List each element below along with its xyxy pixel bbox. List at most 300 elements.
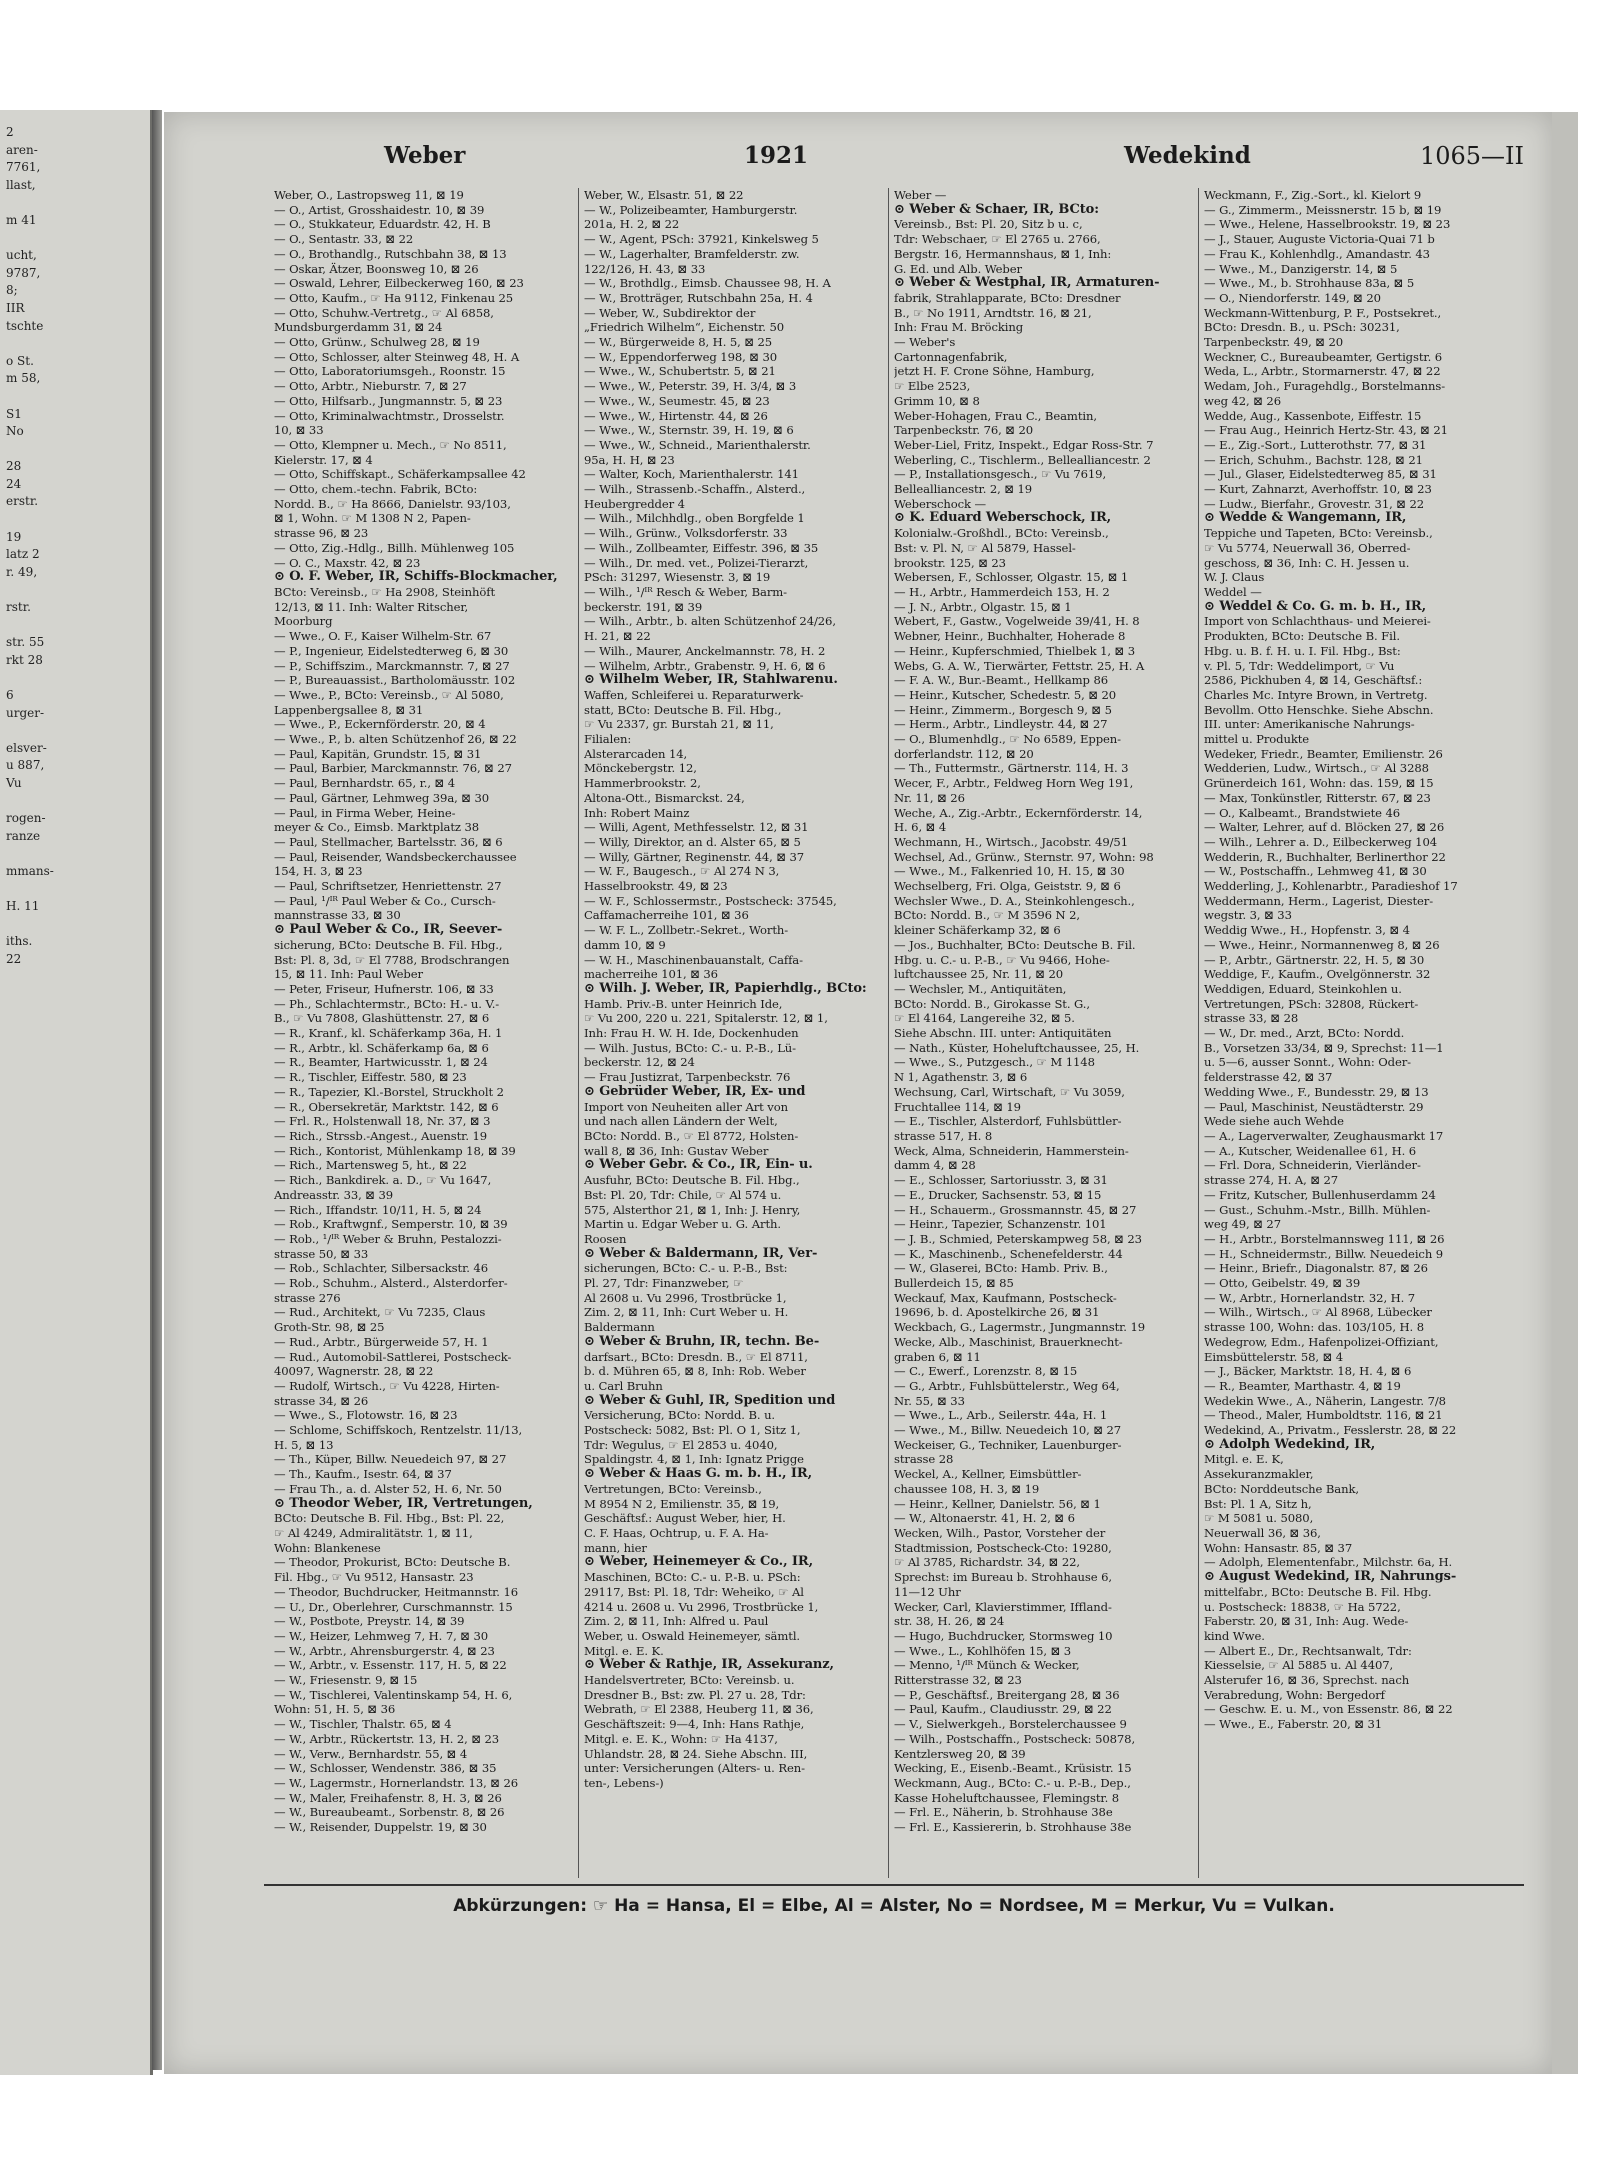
- directory-entry-line: — H., Schauerm., Grossmannstr. 45, ⊠ 27: [894, 1202, 1137, 1217]
- previous-page-fragment: 9787,: [6, 265, 41, 280]
- directory-entry-line: Mundsburgerdamm 31, ⊠ 24: [274, 320, 443, 335]
- directory-entry-line: — W. F. L., Zollbetr.-Sekret., Worth-: [584, 923, 789, 938]
- directory-entry-line: ☞ Elbe 2523,: [894, 379, 971, 394]
- directory-entry-line: — W., Verw., Bernhardstr. 55, ⊠ 4: [274, 1746, 468, 1761]
- directory-entry-line: — Otto, Schuhw.-Vertretg., ☞ Al 6858,: [274, 305, 494, 320]
- directory-entry-line: Mitgl. e. E. K.: [584, 1643, 664, 1658]
- directory-entry-line: ⊙ Wilh. J. Weber, IR, Papierhdlg., BCto:: [584, 981, 867, 996]
- directory-entry-line: ⊙ Weber & Rathje, IR, Assekuranz,: [584, 1658, 834, 1673]
- directory-entry-line: — Nath., Küster, Hoheluftchaussee, 25, H.: [894, 1040, 1140, 1055]
- previous-page-fragment: rkt 28: [6, 652, 43, 667]
- directory-entry-line: ⊙ Adolph Wedekind, IR,: [1204, 1437, 1376, 1452]
- directory-entry-line: Moorburg: [274, 614, 333, 629]
- directory-entry-line: — Heinr., Kupferschmied, Thielbek 1, ⊠ 3: [894, 643, 1135, 658]
- directory-entry-line: — E., Drucker, Sachsenstr. 53, ⊠ 15: [894, 1187, 1102, 1202]
- directory-entry-line: ⊙ Weber & Bruhn, IR, techn. Be-: [584, 1334, 820, 1349]
- directory-entry-line: — Wwe., L., Kohlhöfen 15, ⊠ 3: [894, 1643, 1072, 1658]
- directory-entry-line: — Paul, Barbier, Marckmannstr. 76, ⊠ 27: [274, 761, 512, 776]
- directory-entry-line: BCto: Dresdn. B., u. PSch: 30231,: [1204, 320, 1400, 335]
- directory-entry-line: 10, ⊠ 33: [274, 423, 324, 438]
- directory-entry-line: — Wwe., Helene, Hasselbrookstr. 19, ⊠ 23: [1204, 217, 1451, 232]
- directory-entry-line: — W., Dr. med., Arzt, BCto: Nordd.: [1204, 1026, 1405, 1041]
- directory-entry-line: Wecker, Carl, Klavierstimmer, Iffland-: [894, 1599, 1112, 1614]
- directory-entry-line: Fruchtallee 114, ⊠ 19: [894, 1099, 1021, 1114]
- directory-entry-line: — Wwe., W., Schubertstr. 5, ⊠ 21: [584, 364, 776, 379]
- previous-page-fragment: 7761,: [6, 160, 41, 175]
- directory-entry-line: statt, BCto: Deutsche B. Fil. Hbg.,: [584, 702, 782, 717]
- directory-entry-line: B., ☞ Vu 7808, Glashüttenstr. 27, ⊠ 6: [274, 1011, 490, 1026]
- directory-entry-line: Webert, F., Gastw., Vogelweide 39/41, H. 8: [894, 614, 1140, 629]
- directory-entry-line: — Wwe., S., Putzgesch., ☞ M 1148: [894, 1055, 1095, 1070]
- directory-entry-line: PSch: 31297, Wiesenstr. 3, ⊠ 19: [584, 570, 771, 585]
- directory-entry-line: Andreasstr. 33, ⊠ 39: [274, 1187, 394, 1202]
- directory-entry-line: — Gust., Schuhm.-Mstr., Billh. Mühlen-: [1204, 1202, 1431, 1217]
- directory-entry-line: — Wwe., O. F., Kaiser Wilhelm-Str. 67: [274, 629, 492, 644]
- directory-entry-line: — P., Arbtr., Gärtnerstr. 22, H. 5, ⊠ 30: [1204, 952, 1425, 967]
- directory-entry-line: Hammerbrookstr. 2,: [584, 776, 701, 791]
- directory-entry-line: Uhlandstr. 28, ⊠ 24. Siehe Abschn. III,: [584, 1746, 808, 1761]
- directory-entry-line: u. Postscheck: 18838, ☞ Ha 5722,: [1204, 1599, 1401, 1614]
- previous-page-fragment: elsver-: [6, 740, 47, 755]
- directory-entry-line: — Otto, Grünw., Schulweg 28, ⊠ 19: [274, 335, 480, 350]
- directory-entry-line: — G., Arbtr., Fuhlsbüttelerstr., Weg 64,: [894, 1378, 1120, 1393]
- previous-page-fragment: mmans-: [6, 863, 54, 878]
- previous-page-fragment: 6: [6, 688, 14, 702]
- directory-entry-line: Weddel —: [1204, 584, 1262, 599]
- directory-entry-line: — J., Bäcker, Marktstr. 18, H. 4, ⊠ 6: [1204, 1364, 1412, 1379]
- directory-entry-line: Wecking, E., Eisenb.-Beamt., Krüsistr. 15: [894, 1761, 1132, 1776]
- directory-entry-line: Mitgl. e. E. K,: [1204, 1452, 1284, 1467]
- column-divider: [888, 188, 889, 1878]
- directory-entry-line: Filialen:: [584, 732, 632, 747]
- directory-entry-line: Sprechst: im Bureau b. Strohhause 6,: [894, 1570, 1112, 1585]
- directory-entry-line: — Wwe., M., Billw. Neuedeich 10, ⊠ 27: [894, 1423, 1122, 1438]
- directory-entry-line: Versicherung, BCto: Nordd. B. u.: [584, 1408, 776, 1423]
- previous-page-fragment: Vu: [6, 775, 22, 790]
- previous-page-fragment: urger-: [6, 705, 45, 720]
- directory-entry-line: C. F. Haas, Ochtrup, u. F. A. Ha-: [584, 1525, 769, 1540]
- book-spine: [152, 110, 162, 2070]
- previous-page-fragment: llast,: [6, 177, 36, 192]
- directory-entry-line: H. 6, ⊠ 4: [894, 820, 947, 835]
- directory-entry-line: Weber, O., Lastropsweg 11, ⊠ 19: [274, 188, 464, 202]
- directory-entry-line: BCto: Norddeutsche Bank,: [1204, 1481, 1359, 1496]
- directory-entry-line: — Paul, Gärtner, Lehmweg 39a, ⊠ 30: [274, 790, 490, 805]
- previous-page-fragments: [0, 110, 150, 969]
- directory-entry-line: Mitgl. e. E. K., Wohn: ☞ Ha 4137,: [584, 1731, 778, 1746]
- previous-page-fragment: [6, 335, 150, 353]
- directory-entry-line: — Rich., Bankdirek. a. D., ☞ Vu 1647,: [274, 1173, 492, 1188]
- directory-entry-line: N 1, Agathenstr. 3, ⊠ 6: [894, 1070, 1028, 1085]
- directory-entry-line: — W., Friesenstr. 9, ⊠ 15: [274, 1673, 418, 1688]
- directory-entry-line: strasse 100, Wohn: das. 103/105, H. 8: [1204, 1320, 1424, 1335]
- previous-page-fragment: [6, 722, 150, 740]
- directory-entry-line: Weber-Liel, Fritz, Inspekt., Edgar Ross-Str. 7: [894, 437, 1154, 452]
- directory-entry-line: Webrath, ☞ El 2388, Heuberg 11, ⊠ 36,: [584, 1702, 814, 1717]
- directory-entry-line: Wecke, Alb., Maschinist, Brauerknecht-: [894, 1334, 1123, 1349]
- directory-entry-line: Weche, A., Zig.-Arbtr., Eckernförderstr. 14,: [894, 805, 1143, 820]
- directory-entry-line: — W., Arbtr., Rückertstr. 13, H. 2, ⊠ 23: [274, 1731, 500, 1746]
- directory-entry-line: — W., Heizer, Lehmweg 7, H. 7, ⊠ 30: [274, 1628, 489, 1643]
- directory-entry-line: Bellealliancestr. 2, ⊠ 19: [894, 482, 1033, 497]
- directory-entry-line: sicherung, BCto: Deutsche B. Fil. Hbg.,: [274, 937, 503, 952]
- directory-entry-line: Weddermann, Herm., Lagerist, Diester-: [1204, 893, 1434, 908]
- directory-entry-line: — O., Niendorferstr. 149, ⊠ 20: [1204, 290, 1381, 305]
- directory-entry-line: Wecer, F., Arbtr., Feldweg Horn Weg 191,: [894, 776, 1134, 791]
- directory-entry-line: — Wwe., M., Danzigerstr. 14, ⊠ 5: [1204, 261, 1398, 276]
- directory-entry-line: Stadtmission, Postscheck-Cto: 19280,: [894, 1540, 1112, 1555]
- previous-page-fragment: r. 49,: [6, 564, 38, 579]
- directory-entry-line: Bst: Pl. 20, Tdr: Chile, ☞ Al 574 u.: [584, 1187, 782, 1202]
- directory-entry-line: Weber —: [894, 188, 947, 202]
- directory-entry-line: — Otto, Zig.-Hdlg., Billh. Mühlenweg 105: [274, 540, 515, 555]
- directory-entry-line: Weckmann, F., Zig.-Sort., kl. Kielort 9: [1204, 188, 1422, 202]
- directory-entry-line: Weberschock —: [894, 496, 987, 511]
- directory-entry-line: Weber-Hohagen, Frau C., Beamtin,: [894, 408, 1097, 423]
- directory-entry-line: — G., Zimmerm., Meissnerstr. 15 b, ⊠ 19: [1204, 202, 1442, 217]
- directory-entry-line: — R., Kranf., kl. Schäferkamp 36a, H. 1: [274, 1026, 503, 1041]
- directory-entry-line: Weckbach, G., Lagermstr., Jungmannstr. 19: [894, 1320, 1146, 1335]
- directory-entry-line: strasse 96, ⊠ 23: [274, 526, 369, 541]
- directory-entry-line: — F. A. W., Bur.-Beamt., Hellkamp 86: [894, 673, 1109, 688]
- directory-entry-line: — Otto, Kaufm., ☞ Ha 9112, Finkenau 25: [274, 290, 514, 305]
- directory-entry-line: 154, H. 3, ⊠ 23: [274, 864, 363, 879]
- directory-entry-line: und nach allen Ländern der Welt,: [584, 1114, 778, 1129]
- directory-entry-line: Eimsbüttelerstr. 58, ⊠ 4: [1204, 1349, 1344, 1364]
- page-edge-right: [1552, 112, 1578, 2074]
- directory-entry-line: Wedderling, J., Kohlenarbtr., Paradieshof 17: [1204, 879, 1458, 894]
- directory-entry-line: sicherungen, BCto: C.- u. P.-B., Bst:: [584, 1261, 788, 1276]
- directory-entry-line: ⊙ Weber Gebr. & Co., IR, Ein- u.: [584, 1158, 813, 1173]
- directory-entry-line: — W., Eppendorferweg 198, ⊠ 30: [584, 349, 778, 364]
- directory-entry-line: — R., Beamter, Marthastr. 4, ⊠ 19: [1204, 1378, 1401, 1393]
- directory-entry-line: meyer & Co., Eimsb. Marktplatz 38: [274, 820, 480, 835]
- directory-entry-line: Weckmann-Wittenburg, P. F., Postsekret.,: [1204, 305, 1442, 320]
- directory-entry-line: Geschäftsf.: August Weber, hier, H.: [584, 1511, 786, 1526]
- directory-entry-line: wall 8, ⊠ 36, Inh: Gustav Weber: [584, 1143, 769, 1158]
- directory-entry-line: Import von Schlachthaus- und Meierei-: [1204, 614, 1431, 629]
- directory-entry-line: — Rob., Schuhm., Alsterd., Alsterdorfer-: [274, 1276, 508, 1291]
- directory-entry-line: 11—12 Uhr: [894, 1584, 961, 1599]
- directory-entry-line: 29117, Bst: Pl. 18, Tdr: Weheiko, ☞ Al: [584, 1584, 804, 1599]
- directory-entry-line: Zim. 2, ⊠ 11, Inh: Alfred u. Paul: [584, 1614, 769, 1629]
- directory-entry-line: — Rud., Arbtr., Bürgerweide 57, H. 1: [274, 1334, 489, 1349]
- directory-entry-line: — Heinr., Briefr., Diagonalstr. 87, ⊠ 26: [1204, 1261, 1428, 1276]
- directory-entry-line: — Th., Kaufm., Isestr. 64, ⊠ 37: [274, 1467, 452, 1482]
- previous-page-fragment: str. 55: [6, 635, 45, 650]
- directory-entry-line: BCto: Nordd. B., ☞ M 3596 N 2,: [894, 908, 1081, 923]
- directory-entry-line: v. Pl. 5, Tdr: Weddelimport, ☞ Vu: [1204, 658, 1395, 673]
- directory-entry-line: — Heinr., Tapezier, Schanzenstr. 101: [894, 1217, 1107, 1232]
- directory-entry-line: — W. F., Schlossermstr., Postscheck: 37545,: [584, 893, 837, 908]
- directory-entry-line: ⊙ K. Eduard Weberschock, IR,: [894, 511, 1112, 526]
- directory-entry-line: Teppiche und Tapeten, BCto: Vereinsb.,: [1204, 526, 1433, 541]
- directory-entry-line: — Otto, Klempner u. Mech., ☞ No 8511,: [274, 437, 507, 452]
- directory-entry-line: ⊙ Weddel & Co. G. m. b. H., IR,: [1204, 599, 1427, 614]
- directory-entry-line: u. 5—6, ausser Sonnt., Wohn: Oder-: [1204, 1055, 1411, 1070]
- directory-entry-line: strasse 33, ⊠ 28: [1204, 1011, 1299, 1026]
- directory-entry-line: — Heinr., Zimmerm., Borgesch 9, ⊠ 5: [894, 702, 1112, 717]
- directory-entry-line: 12/13, ⊠ 11. Inh: Walter Ritscher,: [274, 599, 469, 614]
- directory-entry-line: — Willy, Direktor, an d. Alster 65, ⊠ 5: [584, 834, 801, 849]
- previous-page-fragment: No: [6, 424, 24, 439]
- directory-entry-line: — W., Polizeibeamter, Hamburgerstr.: [584, 202, 798, 217]
- directory-entry-line: — Max, Tonkünstler, Ritterstr. 67, ⊠ 23: [1204, 790, 1431, 805]
- directory-entry-line: Kolonialw.-Großhdl., BCto: Vereinsb.,: [894, 526, 1109, 541]
- directory-entry-line: M 8954 N 2, Emilienstr. 35, ⊠ 19,: [584, 1496, 780, 1511]
- directory-entry-line: — P., Bureauassist., Bartholomäusstr. 102: [274, 673, 516, 688]
- previous-page-fragment: tschte: [6, 318, 44, 333]
- directory-entry-line: Weber, W., Elsastr. 51, ⊠ 22: [584, 188, 744, 202]
- directory-entry-line: strasse 276: [274, 1290, 341, 1305]
- previous-page-fragment: rstr.: [6, 600, 31, 615]
- directory-entry-line: ⊙ Wilhelm Weber, IR, Stahlwarenu.: [584, 673, 838, 688]
- directory-entry-line: ⊙ Weber & Guhl, IR, Spedition und: [584, 1393, 836, 1408]
- directory-entry-line: Zim. 2, ⊠ 11, Inh: Curt Weber u. H.: [584, 1305, 789, 1320]
- header-year: 1921: [744, 142, 809, 169]
- directory-entry-line: damm 4, ⊠ 28: [894, 1158, 976, 1173]
- previous-page-fragment: iths.: [6, 934, 33, 949]
- directory-entry-line: — Ludw., Bierfahr., Grovestr. 31, ⊠ 22: [1204, 496, 1425, 511]
- directory-entry-line: Postscheck: 5082, Bst: Pl. O 1, Sitz 1,: [584, 1423, 801, 1438]
- directory-entry-line: — Wwe., L., Arb., Seilerstr. 44a, H. 1: [894, 1408, 1108, 1423]
- directory-entry-line: Charles Mc. Intyre Brown, in Vertretg.: [1204, 687, 1428, 702]
- directory-entry-line: — R., Arbtr., kl. Schäferkamp 6a, ⊠ 6: [274, 1040, 489, 1055]
- directory-entry-line: — P., Ingenieur, Eidelstedterweg 6, ⊠ 30: [274, 643, 509, 658]
- directory-entry-line: ☞ Vu 2337, gr. Burstah 21, ⊠ 11,: [584, 717, 774, 732]
- directory-entry-line: Assekuranzmakler,: [1204, 1467, 1314, 1482]
- directory-entry-line: Roosen: [584, 1231, 627, 1246]
- directory-entry-line: 15, ⊠ 11. Inh: Paul Weber: [274, 967, 423, 982]
- directory-entry-line: — Otto, Kriminalwachtmstr., Drosselstr.: [274, 408, 505, 423]
- directory-entry-line: Caffamacherreihe 101, ⊠ 36: [584, 908, 749, 923]
- directory-entry-line: — W., Tischler, Thalstr. 65, ⊠ 4: [274, 1717, 452, 1732]
- directory-entry-line: Weddig Wwe., H., Hopfenstr. 3, ⊠ 4: [1204, 923, 1410, 938]
- directory-entry-line: Bst: Pl. 8, 3d, ☞ El 7788, Brodschrangen: [274, 952, 510, 967]
- directory-entry-line: Wohn: Blankenese: [274, 1540, 381, 1555]
- directory-entry-line: — Wwe., M., Falkenried 10, H. 15, ⊠ 30: [894, 864, 1125, 879]
- directory-entry-line: b. d. Mühren 65, ⊠ 8, Inh: Rob. Weber: [584, 1364, 806, 1379]
- directory-entry-line: — O. C., Maxstr. 42, ⊠ 23: [274, 555, 421, 570]
- directory-entry-line: — Wilh., Dr. med. vet., Polizei-Tierarzt,: [584, 555, 809, 570]
- directory-entry-line: — P., Installationsgesch., ☞ Vu 7619,: [894, 467, 1107, 482]
- directory-entry-line: 40097, Wagnerstr. 28, ⊠ 22: [274, 1364, 434, 1379]
- directory-entry-line: jetzt H. F. Crone Söhne, Hamburg,: [894, 364, 1095, 379]
- directory-entry-line: — O., Artist, Grosshaidestr. 10, ⊠ 39: [274, 202, 485, 217]
- running-header: [264, 142, 1524, 172]
- directory-entry-line: — W., Arbtr., Ahrensburgerstr. 4, ⊠ 23: [274, 1643, 495, 1658]
- directory-entry-line: — H., Schneidermstr., Billw. Neuedeich 9: [1204, 1246, 1444, 1261]
- previous-page-fragment: 28: [6, 459, 22, 474]
- directory-entry-line: strasse 274, H. A, ⊠ 27: [1204, 1173, 1339, 1188]
- directory-entry-line: — Wwe., M., b. Strohhause 83a, ⊠ 5: [1204, 276, 1415, 291]
- directory-entry-line: ⊙ Weber & Westphal, IR, Armaturen-: [894, 276, 1160, 291]
- directory-entry-line: beckerstr. 191, ⊠ 39: [584, 599, 703, 614]
- directory-entry-line: Kiesselsie, ☞ Al 5885 u. Al 4407,: [1204, 1658, 1394, 1673]
- directory-entry-line: — Wwe., P., Eckernförderstr. 20, ⊠ 4: [274, 717, 486, 732]
- directory-entry-line: — Wilh., Maurer, Anckelmannstr. 78, H. 2: [584, 643, 826, 658]
- directory-entry-line: ⊙ Weber & Schaer, IR, BCto:: [894, 202, 1099, 217]
- directory-entry-line: — Paul, Stellmacher, Bartelsstr. 36, ⊠ 6: [274, 834, 503, 849]
- directory-entry-line: Al 2608 u. Vu 2996, Trostbrücke 1,: [584, 1290, 787, 1305]
- previous-page-fragment: rogen-: [6, 811, 46, 826]
- directory-entry-line: — Willy, Gärtner, Reginenstr. 44, ⊠ 37: [584, 849, 805, 864]
- previous-page-fragment: 24: [6, 476, 22, 491]
- directory-entry-line: Altona-Ott., Bismarckst. 24,: [584, 790, 745, 805]
- directory-entry-line: — Wwe., W., Seumestr. 45, ⊠ 23: [584, 393, 770, 408]
- previous-page-fragment: [6, 793, 150, 811]
- directory-entry-line: Hamb. Priv.-B. unter Heinrich Ide,: [584, 996, 783, 1011]
- directory-entry-line: — C., Ewerf., Lorenzstr. 8, ⊠ 15: [894, 1364, 1078, 1379]
- directory-entry-line: — Paul, ¹/ᴵᴿ Paul Weber & Co., Cursch-: [274, 893, 496, 908]
- directory-entry-line: — R., Beamter, Hartwicusstr. 1, ⊠ 24: [274, 1055, 488, 1070]
- previous-page-fragment: m 41: [6, 212, 37, 227]
- previous-page-fragment: latz 2: [6, 547, 40, 562]
- directory-entry-line: — Frau Th., a. d. Alster 52, H. 6, Nr. 50: [274, 1481, 502, 1496]
- directory-entry-line: — W. F., Baugesch., ☞ Al 274 N 3,: [584, 864, 780, 879]
- directory-entry-line: — Menno, ¹/ᴵᴿ Münch & Wecker,: [894, 1658, 1080, 1673]
- directory-entry-line: — W., Postschaffn., Lehmweg 41, ⊠ 30: [1204, 864, 1427, 879]
- directory-entry-line: — Wwe., W., Sternstr. 39, H. 19, ⊠ 6: [584, 423, 794, 438]
- directory-entry-line: — Paul, Schriftsetzer, Henriettenstr. 27: [274, 879, 502, 894]
- directory-entry-line: — W., Lagerhalter, Bramfelderstr. zw.: [584, 246, 800, 261]
- directory-entry-line: Weddigen, Eduard, Steinkohlen u.: [1204, 981, 1402, 996]
- directory-entry-line: — U., Dr., Oberlehrer, Curschmannstr. 15: [274, 1599, 513, 1614]
- directory-entry-line: Kielerstr. 17, ⊠ 4: [274, 452, 373, 467]
- directory-entry-line: Bullerdeich 15, ⊠ 85: [894, 1276, 1014, 1291]
- directory-entry-line: — Rob., Kraftwgnf., Semperstr. 10, ⊠ 39: [274, 1217, 508, 1232]
- directory-entry-line: Faberstr. 20, ⊠ 31, Inh: Aug. Wede-: [1204, 1614, 1409, 1629]
- directory-entry-line: Wedam, Joh., Furagehdlg., Borstelmanns-: [1204, 379, 1446, 394]
- directory-entry-line: — Heinr., Kellner, Danielstr. 56, ⊠ 1: [894, 1496, 1101, 1511]
- directory-entry-line: — W., Tischlerei, Valentinskamp 54, H. 6,: [274, 1687, 513, 1702]
- directory-entry-line: — Wwe., P., b. alten Schützenhof 26, ⊠ 22: [274, 732, 517, 747]
- directory-entry-line: 2586, Pickhuben 4, ⊠ 14, Geschäftsf.:: [1204, 673, 1423, 688]
- directory-entry-line: — Erich, Schuhm., Bachstr. 128, ⊠ 21: [1204, 452, 1423, 467]
- directory-entry-line: — Otto, Schlosser, alter Steinweg 48, H. A: [274, 349, 520, 364]
- directory-entry-line: — W., Schlosser, Wendenstr. 386, ⊠ 35: [274, 1761, 497, 1776]
- directory-entry-line: — Jul., Glaser, Eidelstedterweg 85, ⊠ 31: [1204, 467, 1437, 482]
- directory-entry-line: graben 6, ⊠ 11: [894, 1349, 981, 1364]
- header-first-name: Weber: [384, 142, 466, 169]
- directory-entry-line: strasse 50, ⊠ 33: [274, 1246, 369, 1261]
- previous-page-fragment: [6, 845, 150, 863]
- directory-entry-line: ☞ Vu 200, 220 u. 221, Spitalerstr. 12, ⊠ 1,: [584, 1011, 828, 1026]
- directory-entry-line: Inh: Frau H. W. H. Ide, Dockenhuden: [584, 1026, 799, 1041]
- directory-entry-line: mann, hier: [584, 1540, 647, 1555]
- directory-entry-line: Weckner, C., Bureaubeamter, Gertigstr. 6: [1204, 349, 1443, 364]
- directory-entry-line: — Hugo, Buchdrucker, Stormsweg 10: [894, 1628, 1113, 1643]
- column-divider: [1198, 188, 1199, 1878]
- previous-page-fragment: o St.: [6, 353, 34, 368]
- directory-entry-line: Wedderin, R., Buchhalter, Berlinerthor 22: [1204, 849, 1446, 864]
- directory-entry-line: — Rich., Iffandstr. 10/11, H. 5, ⊠ 24: [274, 1202, 482, 1217]
- directory-entry-line: ten-, Lebens-): [584, 1775, 664, 1790]
- previous-page-fragment: 19: [6, 529, 22, 544]
- directory-entry-line: macherreihe 101, ⊠ 36: [584, 967, 718, 982]
- previous-page-fragment: ucht,: [6, 248, 37, 263]
- directory-entry-line: Kasse Hoheluftchaussee, Flemingstr. 8: [894, 1790, 1120, 1805]
- directory-entry-line: Siehe Abschn. III. unter: Antiquitäten: [894, 1026, 1112, 1041]
- directory-column-3: [894, 188, 1192, 1878]
- directory-entry-line: ⊙ Theodor Weber, IR, Vertretungen,: [274, 1496, 533, 1511]
- directory-entry-line: Waffen, Schleiferei u. Reparaturwerk-: [584, 687, 804, 702]
- directory-entry-line: — Rob., Schlachter, Silbersackstr. 46: [274, 1261, 488, 1276]
- directory-entry-line: — Paul, Kapitän, Grundstr. 15, ⊠ 31: [274, 746, 482, 761]
- directory-entry-line: — O., Sentastr. 33, ⊠ 22: [274, 232, 414, 247]
- directory-entry-line: Geschäftszeit: 9—4, Inh: Hans Rathje,: [584, 1717, 805, 1732]
- directory-entry-line: Vertretungen, PSch: 32808, Rückert-: [1204, 996, 1419, 1011]
- directory-entry-line: Hasselbrookstr. 49, ⊠ 23: [584, 879, 728, 894]
- directory-entry-line: — Wwe., P., BCto: Vereinsb., ☞ Al 5080,: [274, 687, 504, 702]
- directory-entry-line: — Wilh., ¹/ᴵᴿ Resch & Weber, Barm-: [584, 584, 787, 599]
- directory-entry-line: — W., Brotträger, Rutschbahn 25a, H. 4: [584, 290, 813, 305]
- directory-entry-line: weg 42, ⊠ 26: [1204, 393, 1281, 408]
- directory-entry-line: felderstrasse 42, ⊠ 37: [1204, 1070, 1333, 1085]
- directory-entry-line: Weck, Alma, Schneiderin, Hammerstein-: [894, 1143, 1129, 1158]
- previous-page-fragment: S1: [6, 406, 22, 421]
- directory-entry-line: Wechsler Wwe., D. A., Steinkohlengesch.,: [894, 893, 1135, 908]
- directory-entry-line: — W., Agent, PSch: 37921, Kinkelsweg 5: [584, 232, 819, 247]
- directory-entry-line: — Otto, Geibelstr. 49, ⊠ 39: [1204, 1276, 1361, 1291]
- directory-entry-line: — Adolph, Elementenfabr., Milchstr. 6a, H.: [1204, 1555, 1453, 1570]
- directory-entry-line: Groth-Str. 98, ⊠ 25: [274, 1320, 385, 1335]
- directory-entry-line: — Ph., Schlachtermstr., BCto: H.- u. V.-: [274, 996, 500, 1011]
- directory-entry-line: Webs, G. A. W., Tierwärter, Fettstr. 25, H. A: [894, 658, 1145, 673]
- directory-entry-line: BCto: Nordd. B., Girokasse St. G.,: [894, 996, 1090, 1011]
- directory-entry-line: — Wwe., W., Peterstr. 39, H. 3/4, ⊠ 3: [584, 379, 797, 394]
- directory-entry-line: — Wwe., S., Flotowstr. 16, ⊠ 23: [274, 1408, 458, 1423]
- directory-entry-line: — Paul, Maschinist, Neustädterstr. 29: [1204, 1099, 1424, 1114]
- directory-entry-line: — Rich., Strssb.-Angest., Auenstr. 19: [274, 1129, 488, 1143]
- directory-entry-line: — Walter, Lehrer, auf d. Blöcken 27, ⊠ 26: [1204, 820, 1445, 835]
- directory-entry-line: ⊙ Gebrüder Weber, IR, Ex- und: [584, 1084, 806, 1099]
- directory-entry-line: — O., Brothandlg., Rutschbahn 38, ⊠ 13: [274, 246, 507, 261]
- directory-entry-line: 575, Alsterthor 21, ⊠ 1, Inh: J. Henry,: [584, 1202, 801, 1217]
- directory-entry-line: Inh: Frau M. Bröcking: [894, 320, 1024, 335]
- directory-entry-line: strasse 34, ⊠ 26: [274, 1393, 369, 1408]
- directory-entry-line: damm 10, ⊠ 9: [584, 937, 666, 952]
- directory-entry-line: — Theod., Maler, Humboldtstr. 116, ⊠ 21: [1204, 1408, 1443, 1423]
- directory-entry-line: ⊙ Paul Weber & Co., IR, Seever-: [274, 923, 503, 938]
- directory-entry-line: Tarpenbeckstr. 76, ⊠ 20: [894, 423, 1034, 438]
- directory-entry-line: chaussee 108, H. 3, ⊠ 19: [894, 1481, 1040, 1496]
- directory-entry-line: — Peter, Friseur, Hufnerstr. 106, ⊠ 33: [274, 981, 494, 996]
- directory-entry-line: — Frl. R., Holstenwall 18, Nr. 37, ⊠ 3: [274, 1114, 491, 1129]
- directory-entry-line: ⊙ Wedde & Wangemann, IR,: [1204, 511, 1407, 526]
- directory-entry-line: — Wilh., Strassenb.-Schaffn., Alsterd.,: [584, 482, 806, 497]
- directory-entry-line: strasse 28: [894, 1452, 954, 1467]
- directory-entry-line: H. 5, ⊠ 13: [274, 1437, 334, 1452]
- directory-entry-line: Wedekind, A., Privatm., Fesslerstr. 28, ⊠ 22: [1204, 1423, 1457, 1438]
- directory-entry-line: — W., Arbtr., Hornerlandstr. 32, H. 7: [1204, 1290, 1416, 1305]
- footer-rule: [264, 1884, 1524, 1886]
- directory-entry-line: Mönckebergstr. 12,: [584, 761, 697, 776]
- directory-entry-line: Weckel, A., Kellner, Eimsbüttler-: [894, 1467, 1082, 1482]
- directory-entry-line: Tarpenbeckstr. 49, ⊠ 20: [1204, 335, 1344, 350]
- directory-entry-line: — Walter, Koch, Marienthalerstr. 141: [584, 467, 799, 482]
- directory-entry-line: — P., Geschäftsf., Breitergang 28, ⊠ 36: [894, 1687, 1120, 1702]
- previous-page-fragment: u 887,: [6, 758, 45, 773]
- page-number: 1065—II: [1419, 142, 1524, 170]
- directory-entry-line: 201a, H. 2, ⊠ 22: [584, 217, 680, 232]
- directory-entry-line: Grünerdeich 161, Wohn: das. 159, ⊠ 15: [1204, 776, 1434, 791]
- previous-page-fragment: [6, 916, 150, 934]
- directory-entry-line: Produkten, BCto: Deutsche B. Fil.: [1204, 629, 1400, 644]
- directory-entry-line: — Wwe., E., Faberstr. 20, ⊠ 31: [1204, 1717, 1383, 1732]
- directory-entry-line: — P., Schiffszim., Marckmannstr. 7, ⊠ 27: [274, 658, 510, 673]
- directory-entry-line: — Paul, in Firma Weber, Heine-: [274, 805, 456, 820]
